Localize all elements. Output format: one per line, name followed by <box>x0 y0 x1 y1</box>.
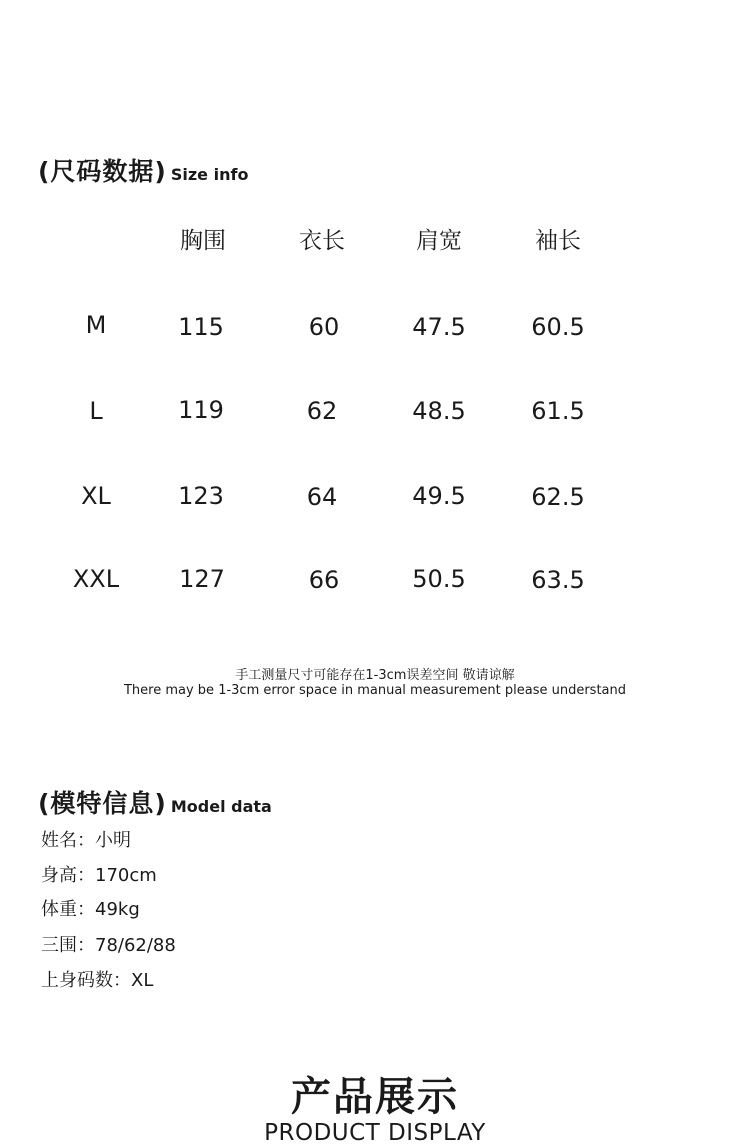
model-data-heading <box>38 784 272 820</box>
model-weight: 体重：49kg <box>41 899 140 920</box>
table-cell: 62.5 <box>531 483 585 511</box>
table-cell: 63.5 <box>531 566 585 594</box>
size-label: XL <box>81 482 111 510</box>
size-label: XXL <box>72 565 120 593</box>
table-cell: 123 <box>178 482 224 510</box>
model-name: 姓名：小明 <box>41 830 131 851</box>
model-wearing-size: 上身码数：XL <box>41 970 154 991</box>
product-display-title-en: PRODUCT DISPLAY <box>264 1120 486 1146</box>
header-length: 衣长 <box>299 228 345 254</box>
measurement-note-cn: 手工测量尺寸可能存在1-3cm误差空间 敬请谅解 <box>235 668 515 683</box>
size-info-title-en: Size info <box>170 165 249 184</box>
measurement-note-en: There may be 1-3cm error space in manual measurement please understand <box>123 683 627 698</box>
product-display-title-cn: 产品展示 <box>291 1074 459 1120</box>
table-cell: 62 <box>306 397 338 425</box>
size-label: M <box>85 311 107 339</box>
table-cell: 49.5 <box>412 482 466 510</box>
size-info-title-cn: (尺码数据) <box>38 157 167 186</box>
header-sleeve: 袖长 <box>535 228 581 254</box>
table-cell: 115 <box>178 313 224 341</box>
table-cell: 66 <box>308 566 340 594</box>
table-cell: 48.5 <box>412 397 466 425</box>
table-cell: 47.5 <box>412 313 466 341</box>
table-cell: 127 <box>179 565 225 593</box>
header-chest: 胸围 <box>180 228 226 254</box>
model-measurements: 三围：78/62/88 <box>41 935 176 956</box>
size-label: L <box>89 397 103 425</box>
model-data-title-en: Model data <box>170 797 272 816</box>
size-info-heading <box>38 152 248 188</box>
table-cell: 50.5 <box>412 565 466 593</box>
table-cell: 119 <box>178 396 224 424</box>
header-shoulder: 肩宽 <box>416 228 462 254</box>
model-data-title-cn: (模特信息) <box>38 789 167 818</box>
table-cell: 64 <box>306 483 338 511</box>
table-cell: 60.5 <box>531 313 585 341</box>
model-height: 身高：170cm <box>41 865 157 886</box>
table-cell: 61.5 <box>531 397 585 425</box>
table-cell: 60 <box>308 313 340 341</box>
